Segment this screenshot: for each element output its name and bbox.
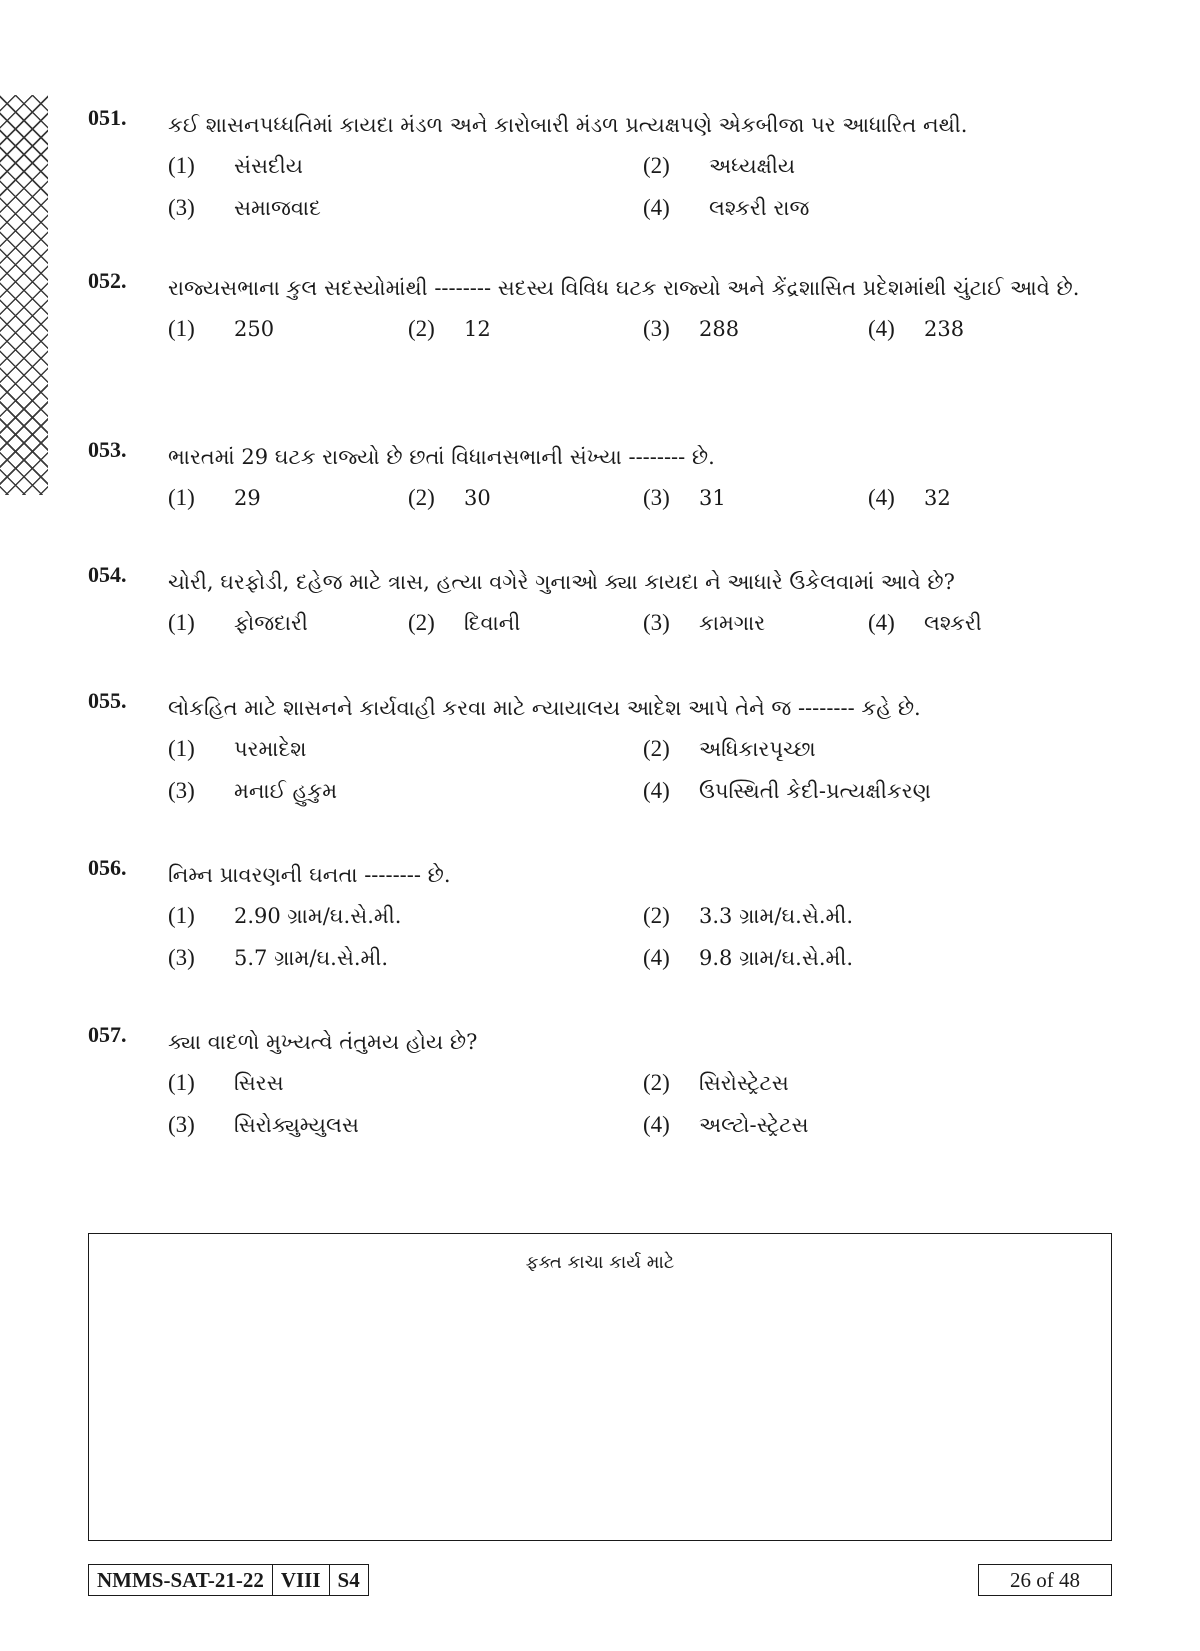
option-text: સમાજવાદ (234, 196, 321, 220)
option-4[interactable] (643, 937, 853, 979)
option-number: (3) (168, 195, 195, 220)
option-number: (3) (168, 945, 195, 970)
option-number: (4) (643, 778, 670, 803)
option-4[interactable] (868, 308, 964, 350)
option-1[interactable] (168, 895, 401, 937)
page-number: 26 of 48 (978, 1564, 1112, 1596)
option-2[interactable] (408, 602, 520, 644)
question-text: રાજ્યસભાના કુલ સદસ્યોમાંથી -------- સદસ્ય વિવિધ ઘટક રાજ્યો અને કેંદ્રશાસિત પ્રદેશમાંથી ચુંટાઈ આવે છે. (168, 276, 1080, 300)
option-text: 2.90 ગ્રામ/ઘ.સે.મી. (234, 904, 402, 928)
option-text: સિરોસ્ટ્રેટસ (699, 1071, 789, 1095)
option-text: 288 (699, 317, 740, 341)
exam-code: NMMS-SAT-21-22 (97, 1568, 264, 1592)
option-text: પરમાદેશ (234, 737, 307, 761)
option-number: (2) (408, 610, 435, 635)
option-4[interactable] (868, 477, 951, 519)
option-text: અધિકારપૃચ્છા (699, 737, 816, 761)
question-text: ભારતમાં 29 ઘટક રાજ્યો છે છતાં વિધાનસભાની સંખ્યા -------- છે. (168, 445, 715, 469)
option-text: સિરસ (234, 1071, 284, 1095)
options (168, 145, 1118, 229)
question-number: 053. (88, 437, 127, 462)
question-051 (88, 105, 1118, 229)
option-3[interactable] (168, 770, 337, 812)
question-text: નિમ્ન પ્રાવરણની ઘનતા -------- છે. (168, 863, 451, 887)
option-number: (2) (643, 736, 670, 761)
exam-set: S4 (329, 1565, 368, 1595)
option-number: (4) (643, 195, 670, 220)
question-text: ક્યા વાદળો મુખ્યત્વે તંતુમય હોય છે? (168, 1030, 478, 1054)
option-number: (3) (643, 485, 670, 510)
option-text: સંસદીય (234, 154, 303, 178)
options (168, 728, 1118, 812)
question-text: લોકહિત માટે શાસનને કાર્યવાહી કરવા માટે ન્યાયાલય આદેશ આપે તેને જ -------- કહે છે. (168, 696, 921, 720)
option-text: 29 (234, 486, 261, 510)
option-text: 3.3 ગ્રામ/ઘ.સે.મી. (699, 904, 854, 928)
option-text: મનાઈ હુકુમ (234, 779, 338, 803)
option-3[interactable] (643, 602, 765, 644)
option-3[interactable] (168, 937, 388, 979)
question-number: 056. (88, 855, 127, 880)
option-text: દિવાની (464, 611, 521, 635)
option-number: (3) (643, 610, 670, 635)
rough-work-box (88, 1233, 1112, 1541)
option-number: (2) (408, 485, 435, 510)
question-055 (88, 688, 1118, 812)
option-1[interactable] (168, 145, 303, 187)
option-number: (1) (168, 485, 195, 510)
option-number: (3) (168, 1112, 195, 1137)
option-2[interactable] (408, 308, 491, 350)
option-1[interactable] (168, 602, 308, 644)
option-number: (1) (168, 153, 195, 178)
rough-work-label: ફક્ત કાચા કાર્ય માટે (525, 1252, 675, 1273)
option-number: (2) (643, 903, 670, 928)
option-4[interactable] (643, 770, 931, 812)
decorative-border-pattern (0, 95, 48, 495)
option-1[interactable] (168, 308, 274, 350)
option-1[interactable] (168, 477, 261, 519)
question-number: 051. (88, 105, 127, 130)
option-3[interactable] (168, 187, 321, 229)
option-number: (2) (408, 316, 435, 341)
option-2[interactable] (408, 477, 491, 519)
option-text: કામગાર (699, 611, 766, 635)
option-text: 238 (924, 317, 965, 341)
option-text: 32 (924, 486, 951, 510)
option-number: (4) (868, 610, 895, 635)
option-number: (1) (168, 316, 195, 341)
question-text: ચોરી, ઘરફોડી, દહેજ માટે ત્રાસ, હત્યા વગેરે ગુનાઓ ક્યા કાયદા ને આધારે ઉકેલવામાં આવે છે? (168, 570, 955, 594)
option-number: (4) (868, 485, 895, 510)
question-054 (88, 562, 1118, 644)
question-number: 055. (88, 688, 127, 713)
question-052 (88, 268, 1118, 350)
option-text: ફોજદારી (234, 611, 308, 635)
option-2[interactable] (643, 895, 853, 937)
option-1[interactable] (168, 728, 306, 770)
option-2[interactable] (643, 1062, 789, 1104)
option-text: અલ્ટો-સ્ટ્રેટસ (699, 1113, 809, 1137)
options (168, 308, 1118, 350)
option-number: (2) (643, 153, 670, 178)
option-4[interactable] (868, 602, 982, 644)
options (168, 602, 1118, 644)
option-text: લશ્કરી રાજ (709, 196, 810, 220)
option-4[interactable] (643, 187, 809, 229)
option-text: લશ્કરી (924, 611, 982, 635)
option-text: 12 (464, 317, 491, 341)
options (168, 895, 1118, 979)
question-text: કઈ શાસનપધ્ધતિમાં કાયદા મંડળ અને કારોબારી મંડળ પ્રત્યક્ષપણે એકબીજા પર આધારિત નથી. (168, 113, 968, 137)
question-number: 054. (88, 562, 127, 587)
options (168, 1062, 1118, 1146)
option-text: અધ્યક્ષીય (709, 154, 796, 178)
option-text: 9.8 ગ્રામ/ઘ.સે.મી. (699, 946, 854, 970)
question-057 (88, 1022, 1118, 1146)
option-number: (3) (168, 778, 195, 803)
option-number: (3) (643, 316, 670, 341)
option-number: (4) (643, 1112, 670, 1137)
option-number: (4) (868, 316, 895, 341)
option-3[interactable] (643, 308, 739, 350)
option-text: 250 (234, 317, 275, 341)
option-2[interactable] (643, 145, 795, 187)
option-1[interactable] (168, 1062, 284, 1104)
option-number: (1) (168, 610, 195, 635)
question-053 (88, 437, 1118, 519)
option-3[interactable] (168, 1104, 359, 1146)
option-2[interactable] (643, 728, 816, 770)
option-number: (1) (168, 1070, 195, 1095)
question-number: 057. (88, 1022, 127, 1047)
option-number: (4) (643, 945, 670, 970)
option-text: ઉપસ્થિતી કેદી-પ્રત્યક્ષીકરણ (699, 779, 931, 803)
question-056 (88, 855, 1118, 979)
option-4[interactable] (643, 1104, 809, 1146)
footer-exam-code (88, 1564, 369, 1596)
exam-standard: VIII (272, 1565, 329, 1595)
option-3[interactable] (643, 477, 726, 519)
option-number: (1) (168, 903, 195, 928)
option-text: 5.7 ગ્રામ/ઘ.સે.મી. (234, 946, 389, 970)
options (168, 477, 1118, 519)
option-number: (1) (168, 736, 195, 761)
option-text: સિરોક્યુમ્યુલસ (234, 1113, 359, 1137)
question-number: 052. (88, 268, 127, 293)
option-text: 30 (464, 486, 491, 510)
option-text: 31 (699, 486, 726, 510)
option-number: (2) (643, 1070, 670, 1095)
